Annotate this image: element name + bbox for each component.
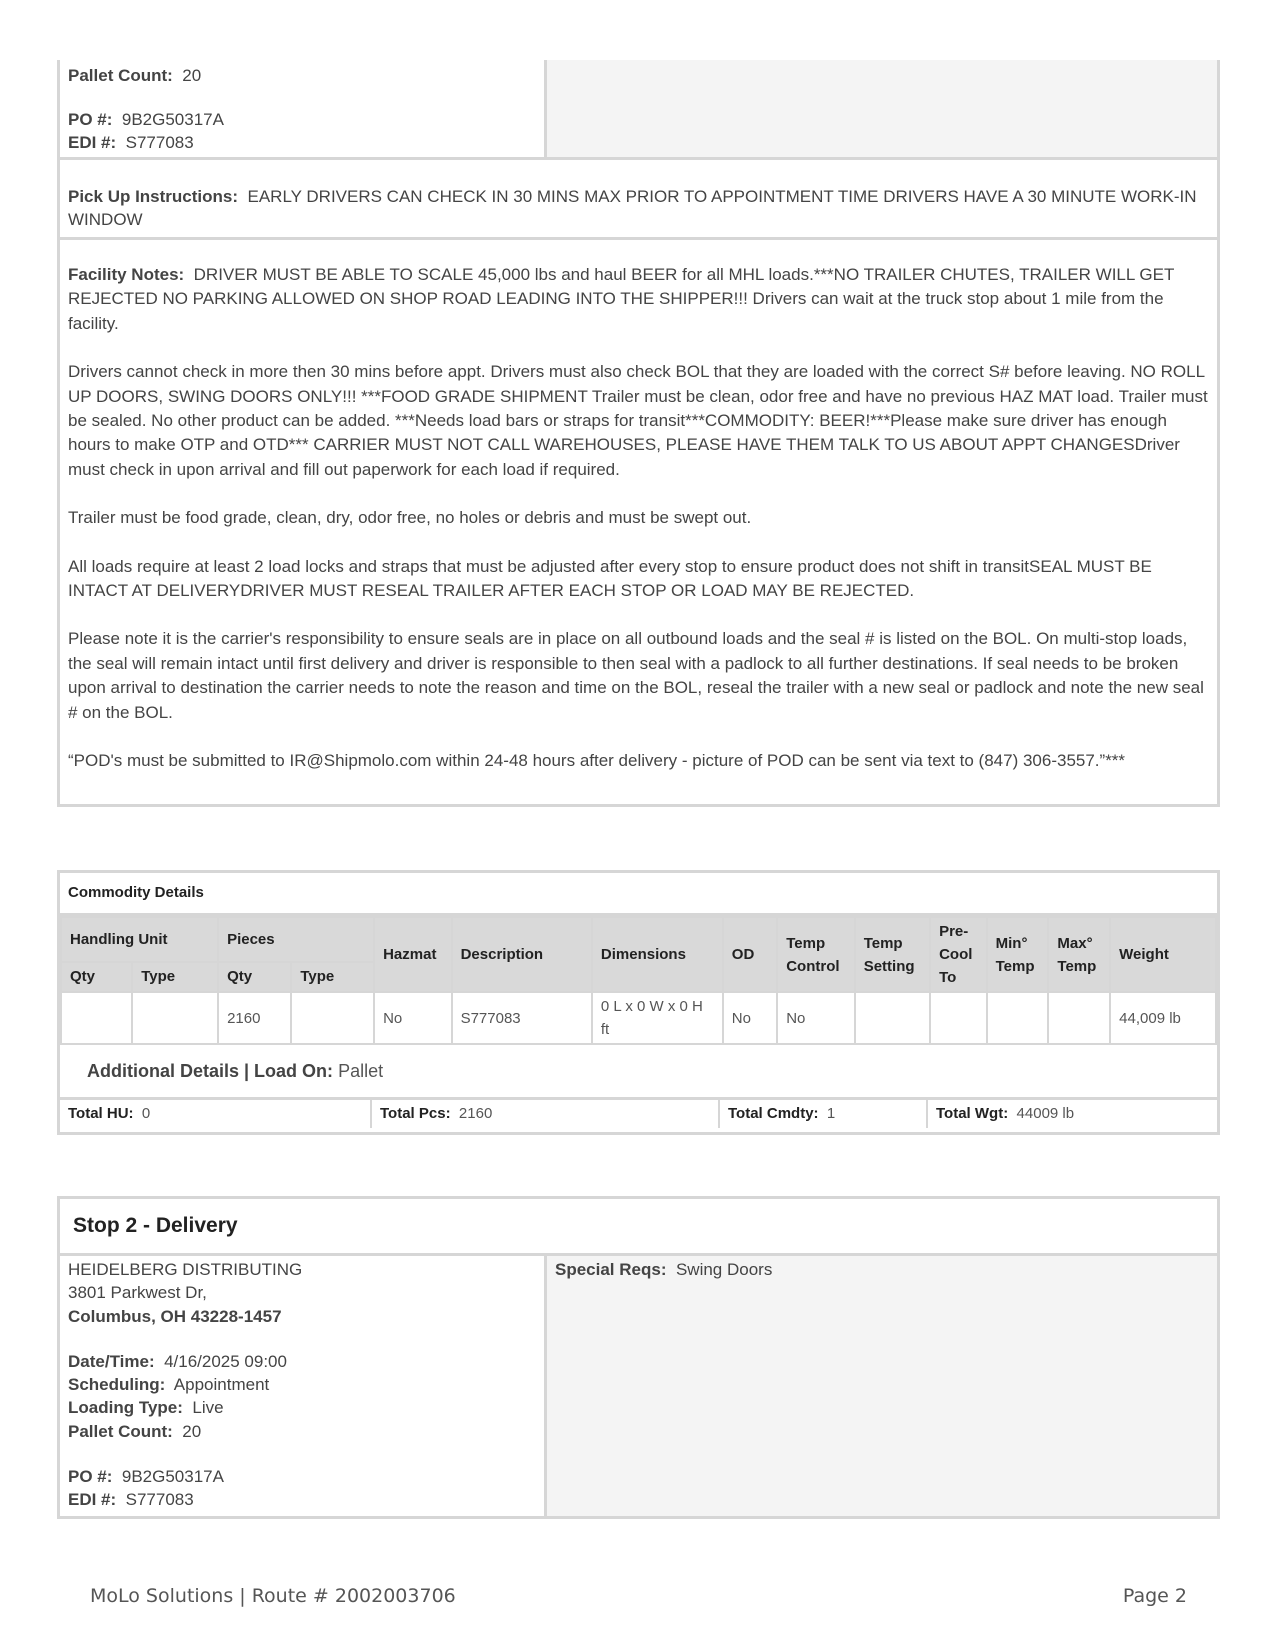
th-hazmat: Hazmat [374,917,451,992]
cell-temp-setting [855,992,930,1044]
stop2-date-value: 4/16/2025 09:00 [164,1351,287,1371]
total-pcs-label: Total Pcs: [380,1105,451,1122]
total-hu [60,1100,372,1128]
cell-hu-qty [61,992,132,1044]
cell-temp-control: No [777,992,854,1044]
footer-route: MoLo Solutions | Route # 2002003706 [90,1585,456,1607]
stop2-pallet-value: 20 [182,1421,202,1441]
commodity-table [60,916,1217,1045]
facility-note-4: All loads require at least 2 load locks and straps that must be adjusted after every stop to ensure product does not shift in transitSEAL MUST BE INTACT AT DELIVERYDRIVER MUST RESEAL TRAILER AFTER EACH STOP OR LOAD MAY BE REJECTED. [68,556,1152,601]
cell-hu-type [132,992,218,1044]
stop2-po-row [68,1465,536,1488]
th-weight: Weight [1110,917,1216,992]
facility-label: Facility Notes: [68,265,185,284]
th-pc-type: Type [291,962,374,992]
total-hu-value: 0 [141,1105,151,1122]
facility-note-6: “POD's must be submitted to IR@Shipmolo.com within 24-48 hours after delivery - picture of POD can be sent via text to (847) 306-3557.”*** [68,751,1126,771]
totals-row [60,1100,1217,1128]
additional-details-value: Pallet [338,1061,384,1081]
facility-note-5: Please note it is the carrier's responsibility to ensure seals are in place on all outbound loads and the seal # is listed on the BOL. On multi-stop loads, the seal will remain intact until first delivery and driver is responsible to then seal with a padlock to all further destinations. If seal needs to be broken upon arrival to destination the carrier needs to note the reason and time on the BOL, reseal the trailer with a new seal or padlock and note the new seal # on the BOL. [68,629,1204,722]
total-wgt [928,1100,1217,1128]
total-hu-label: Total HU: [68,1105,134,1122]
total-cmdty [720,1100,928,1128]
th-dimensions: Dimensions [592,917,723,992]
cell-description: S777083 [452,992,592,1044]
pallet-count-row [68,64,536,87]
pickup-instructions [57,157,1220,240]
edi-row [68,131,536,154]
facility-note-2: Drivers cannot check in more then 30 mins before appt. Drivers must also check BOL that they are loaded with the correct S# before leaving. NO ROLL UP DOORS, SWING DOORS ONLY!!! ***FOOD GRADE SHIPMENT Trailer must be clean, odor free and have no previous HAZ MAT load. Trailer must be sealed. No other product can be added. ***Needs load bars or straps for transit***COMMODITY: BEER!***Please make sure driver has enough hours to make OTP and OTD*** CARRIER MUST NOT CALL WAREHOUSES, PLEASE HAVE THEM TALK TO US ABOUT APPT CHANGESDriver must check in upon arrival and fill out paperwork for each load if required. [68,362,1208,479]
stop2-loading-value: Live [192,1398,224,1418]
cell-hazmat: No [374,992,451,1044]
commodity-details [57,870,1220,1135]
po-value: 9B2G50317A [121,110,224,129]
stop2-left-column [60,1256,544,1516]
stop1-left-column [60,60,544,157]
facility-notes [57,237,1220,807]
stop2-sched-row [68,1373,536,1396]
total-cmdty-label: Total Cmdty: [728,1105,819,1122]
stop2-date-row [68,1350,536,1373]
stop2-sched-label: Scheduling: [68,1375,166,1395]
total-cmdty-value: 1 [826,1105,836,1122]
stop2-pallet-row [68,1420,536,1443]
th-temp-setting: Temp Setting [855,917,930,992]
total-pcs-value: 2160 [458,1105,493,1122]
stop2-edi-value: S777083 [125,1490,194,1510]
th-min-temp: Min° Temp [987,917,1049,992]
po-label: PO #: [68,110,113,129]
stop2-pallet-label: Pallet Count: [68,1421,173,1441]
additional-details [60,1045,1217,1100]
stop2-name: HEIDELBERG DISTRIBUTING [68,1260,303,1279]
stop2-po-label: PO #: [68,1467,113,1487]
stop1-details-box [57,60,1220,160]
edi-value: S777083 [125,133,194,152]
pickup-label: Pick Up Instructions: [68,187,239,206]
cell-dimensions: 0 L x 0 W x 0 H ft [592,992,723,1044]
th-pieces: Pieces [218,917,374,962]
th-description: Description [452,917,592,992]
edi-label: EDI #: [68,133,117,152]
stop2-city: Columbus, OH 43228-1457 [68,1306,282,1326]
th-temp-control: Temp Control [777,917,854,992]
pallet-count-label: Pallet Count: [68,66,173,85]
th-od: OD [723,917,777,992]
special-reqs-label: Special Reqs: [555,1260,667,1279]
total-pcs [372,1100,720,1128]
pickup-text: EARLY DRIVERS CAN CHECK IN 30 MINS MAX PRIOR TO APPOINTMENT TIME DRIVERS HAVE A 30 MINUTE WORK-IN WINDOW [68,187,1197,229]
cell-max-temp [1048,992,1110,1044]
stop2-address: 3801 Parkwest Dr, [68,1283,207,1303]
stop2-right-column [544,1256,1217,1516]
stop2-edi-row [68,1488,536,1511]
th-hu-qty: Qty [61,962,132,992]
th-max-temp: Max° Temp [1048,917,1110,992]
cell-pre-cool [930,992,987,1044]
cell-od: No [723,992,777,1044]
stop2-loading-label: Loading Type: [68,1398,183,1418]
additional-details-label: Additional Details | Load On: [87,1061,334,1081]
facility-note-1-text: DRIVER MUST BE ABLE TO SCALE 45,000 lbs and haul BEER for all MHL loads.***NO TRAILER CHUTES, TRAILER WILL GET REJECTED NO PARKING ALLOWED ON SHOP ROAD LEADING INTO THE SHIPPER!!! Drivers can wait at the truck stop about 1 mile from the facility. [68,265,1175,333]
stop2-delivery [57,1196,1220,1519]
table-row [61,992,1216,1044]
th-pc-qty: Qty [218,962,291,992]
total-wgt-label: Total Wgt: [936,1105,1009,1122]
footer-page-number: Page 2 [1122,1585,1187,1607]
special-reqs-value: Swing Doors [675,1260,773,1279]
stop2-date-label: Date/Time: [68,1351,155,1371]
facility-note-1 [68,263,1209,336]
cell-pc-type [291,992,374,1044]
pallet-count-value: 20 [182,66,202,85]
th-hu-type: Type [132,962,218,992]
facility-note-3: Trailer must be food grade, clean, dry, odor free, no holes or debris and must be swept out. [68,508,752,528]
commodity-title: Commodity Details [60,873,1217,916]
cell-weight: 44,009 lb [1110,992,1216,1044]
po-row [68,108,536,131]
cell-pc-qty: 2160 [218,992,291,1044]
stop2-edi-label: EDI #: [68,1490,117,1510]
stop1-right-column [544,60,1217,157]
total-wgt-value: 44009 lb [1016,1105,1075,1122]
stop2-po-value: 9B2G50317A [121,1467,224,1487]
stop2-title: Stop 2 - Delivery [60,1199,1217,1256]
th-handling-unit: Handling Unit [61,917,218,962]
stop2-sched-value: Appointment [173,1375,270,1395]
cell-min-temp [987,992,1049,1044]
stop2-loading-row [68,1396,536,1419]
th-pre-cool: Pre-Cool To [930,917,987,992]
